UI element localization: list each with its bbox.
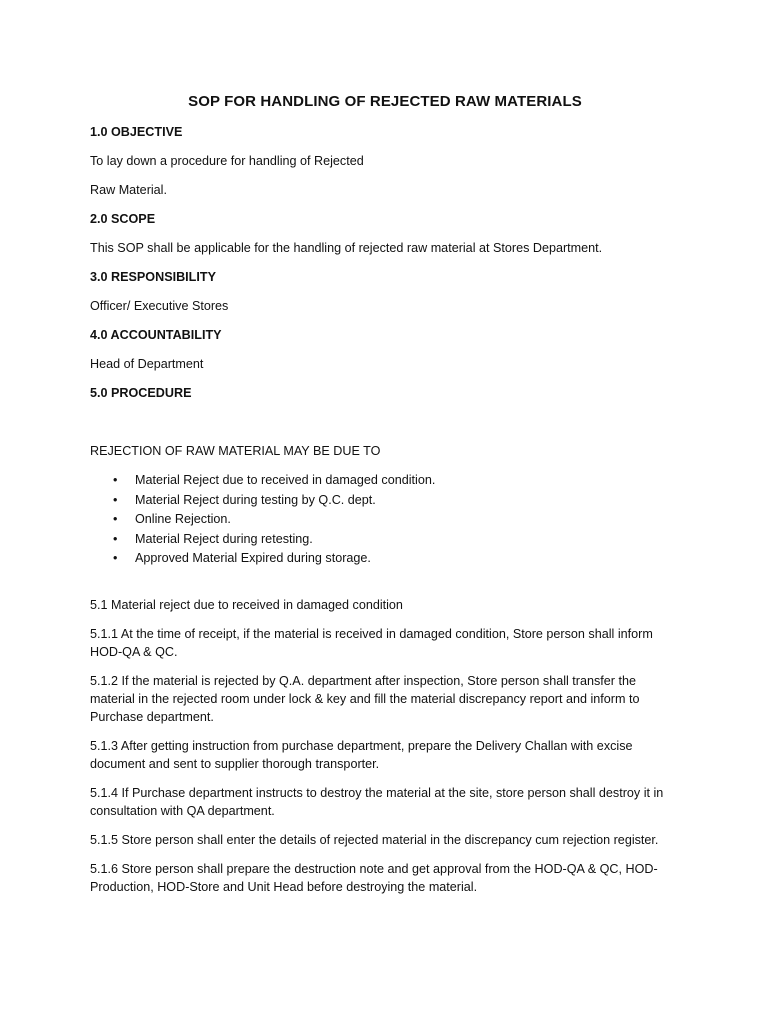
list-item (90, 491, 680, 509)
step-5-1-4: 5.1.4 If Purchase department instructs to destroy the material at the site, store person shall destroy it in consultation with QA department. (90, 786, 664, 818)
bullet-icon: • (113, 473, 118, 487)
step-5-1-3: 5.1.3 After getting instruction from purchase department, prepare the Delivery Challan with excise document and sent to supplier thorough transporter. (90, 739, 633, 771)
bullet-icon: • (113, 531, 118, 546)
list-item-text: Online Rejection. (135, 512, 231, 526)
scope-heading: 2.0 SCOPE (90, 212, 156, 226)
list-item (90, 510, 680, 528)
objective-text-line-1: To lay down a procedure for handling of Rejected (90, 154, 364, 168)
document-title: SOP FOR HANDLING OF REJECTED RAW MATERIALS (188, 93, 582, 110)
rejection-intro: REJECTION OF RAW MATERIAL MAY BE DUE TO (90, 444, 381, 458)
accountability-text: Head of Department (90, 357, 204, 371)
list-item (90, 549, 680, 567)
step-5-1-2: 5.1.2 If the material is rejected by Q.A. department after inspection, Store person shall transfer the material in the rejected room under lock & key and fill the material discrepancy report and inform to Purchase department. (90, 674, 640, 724)
accountability-heading: 4.0 ACCOUNTABILITY (90, 328, 222, 342)
list-item (90, 471, 680, 489)
blank-line (90, 413, 680, 442)
list-item-text: Material Reject due to received in damaged condition. (135, 473, 436, 487)
step-5-1-1: 5.1.1 At the time of receipt, if the material is received in damaged condition, Store person shall inform HOD-QA & QC. (90, 627, 653, 659)
list-item (90, 530, 680, 548)
sub-heading-5-1: 5.1 Material reject due to received in damaged condition (90, 598, 403, 612)
step-5-1-5: 5.1.5 Store person shall enter the details of rejected material in the discrepancy cum rejection register. (90, 833, 659, 847)
objective-text-line-2: Raw Material. (90, 183, 167, 197)
responsibility-text: Officer/ Executive Stores (90, 299, 229, 313)
objective-heading: 1.0 OBJECTIVE (90, 125, 183, 139)
scope-text: This SOP shall be applicable for the handling of rejected raw material at Stores Department. (90, 241, 603, 255)
procedure-heading: 5.0 PROCEDURE (90, 386, 192, 400)
list-item-text: Approved Material Expired during storage. (135, 551, 371, 565)
bullet-icon: • (113, 512, 118, 526)
bullet-icon: • (113, 551, 118, 565)
bullet-icon: • (113, 492, 118, 507)
step-5-1-6: 5.1.6 Store person shall prepare the destruction note and get approval from the HOD-QA & QC, HOD-Production, HOD-Store and Unit Head before destroying the material. (90, 862, 658, 894)
blank-line (90, 578, 680, 596)
list-item-text: Material Reject during retesting. (135, 531, 313, 546)
list-item-text: Material Reject during testing by Q.C. dept. (135, 492, 376, 507)
rejection-reasons-list (90, 471, 680, 567)
responsibility-heading: 3.0 RESPONSIBILITY (90, 270, 216, 284)
